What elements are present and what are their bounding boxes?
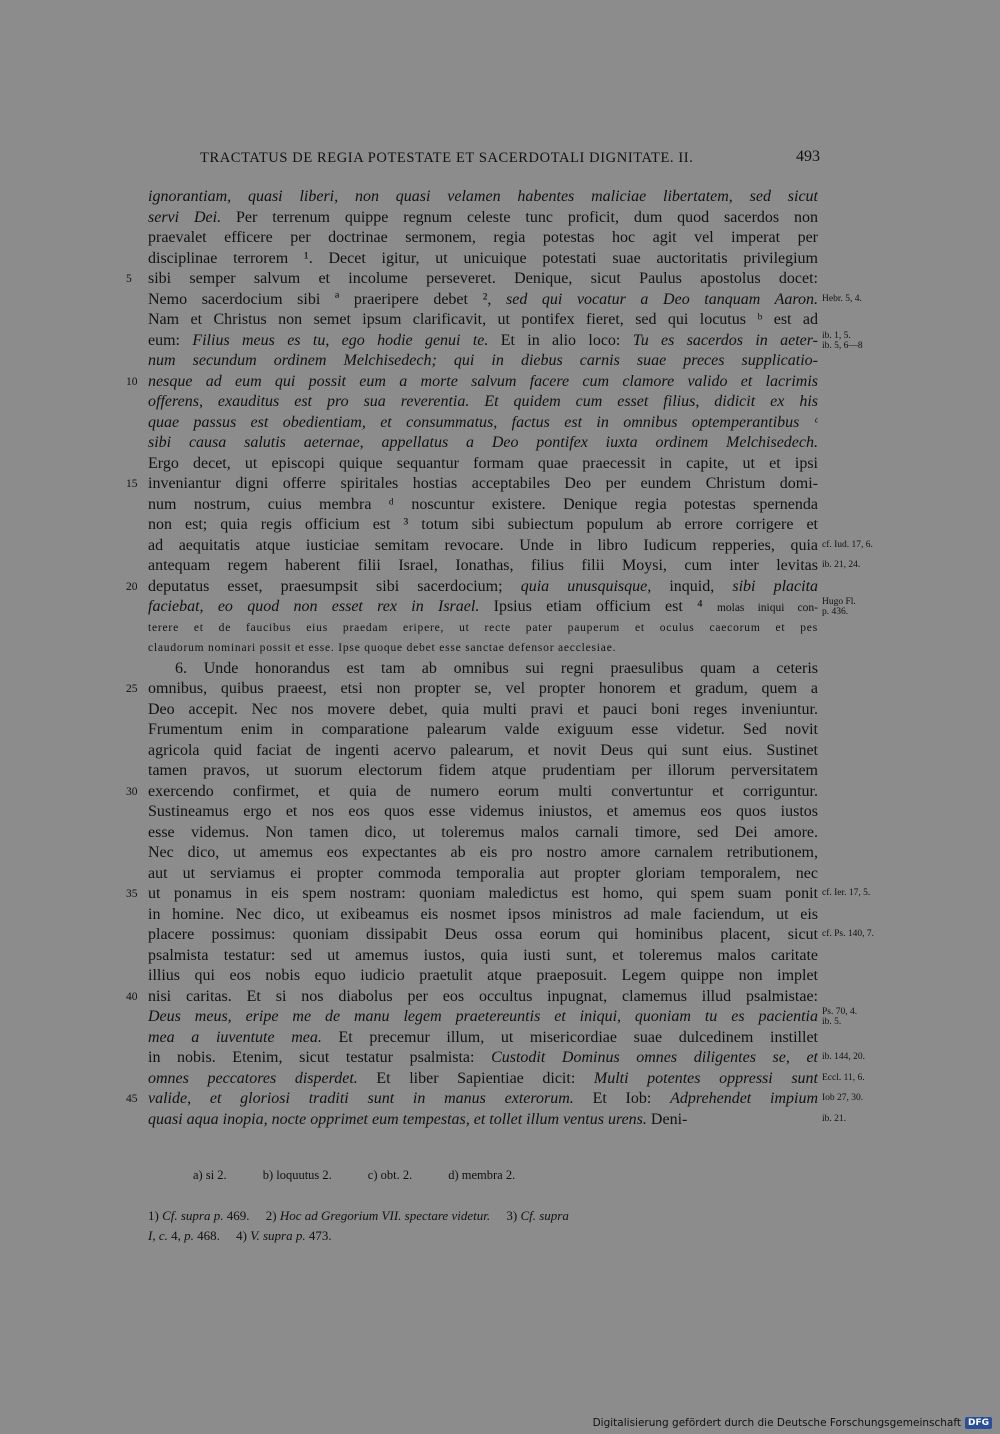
footnote-segment: 473. [305,1228,332,1243]
text-line [0,454,1000,475]
text-segment: Multi potentes oppressi sunt [593,1069,818,1087]
text-segment: Per terrenum quippe regnum celeste tunc proficit, dum quod sacerdos non [221,208,818,226]
line-text [148,474,818,495]
text-segment: in nobis. Etenim, sicut testatur psalmista: [148,1049,492,1066]
line-text [148,1028,818,1049]
text-line [0,1048,1000,1069]
text-segment: non est; quia regis officium est ³ totum sibi subiectum populum ab errore corrigere et [148,516,818,533]
text-line [0,187,1000,208]
line-text [148,310,818,331]
line-text [148,679,818,700]
footnote-segment: Cf. supra [520,1208,569,1223]
text-line [0,474,1000,495]
variant-note: b) loquutus 2. [262,1168,332,1182]
text-segment: eum: [148,331,193,349]
text-segment: aut ut serviamus ei propter commoda temporalia aut propter gloriam temporalem, nec [148,864,818,882]
text-line [0,618,1000,639]
line-text [148,454,818,475]
text-segment: num secundum ordinem Melchisedech; qui in diebus carnis suae preces supplicatio- [148,352,818,369]
text-segment: valide, et gloriosi traditi sunt in manus exterorum. [148,1090,574,1107]
text-line [0,720,1000,741]
line-text [175,659,818,680]
text-line [0,1028,1000,1049]
footnote-segment: 3) [490,1208,521,1223]
text-segment: quia unusquisque, [520,577,652,595]
line-number: 20 [126,580,138,593]
text-line [0,495,1000,516]
text-segment: Nemo sacerdocium sibi ª praeripere debet ², [148,290,506,308]
text-segment: exercendo confirmet, et quia de numero eorum multi convertuntur et corriguntur. [148,782,818,800]
text-line [0,864,1000,885]
text-segment: Deo accepit. Nec nos movere debet, quia multi pravi et pauci boni reges inveniuntur. [148,700,818,718]
footnote-line [148,1228,818,1244]
text-segment: quae passus est obedientiam, et consummatus, factus est in omnibus optemperantibus ᶜ [148,413,818,431]
text-line [0,823,1000,844]
line-text [148,864,818,885]
footnote-segment: 468. 4) [193,1228,251,1243]
running-title: TRACTATUS DE REGIA POTESTATE ET SACERDOTALI DIGNITATE. II. [200,150,694,166]
footnote-line [148,1208,818,1224]
text-segment: molas iniqui con- [716,602,818,614]
line-text [148,720,818,741]
footnote-segment: 1) [148,1208,163,1223]
text-line [0,638,1000,659]
main-text [0,187,1000,1130]
text-segment: Sustineamus ergo et nos eos quos esse videmus iniustos, et amemus eos quos iustos [148,803,818,820]
text-line [0,249,1000,270]
text-segment: Adprehendet impium [670,1090,818,1107]
footnote-segment: V. supra p. [250,1228,306,1243]
margin-reference: Eccl. 11, 6. [822,1072,865,1083]
line-text [148,741,818,762]
text-line [0,536,1000,557]
text-line [0,331,1000,352]
margin-reference: Hebr. 5, 4. [822,293,862,304]
digitization-credit [593,1417,992,1429]
text-segment: offerens, exauditus est pro sua reverentia. Et quidem cum esset filius, didicit ex his [148,393,818,410]
line-text [148,515,818,536]
margin-reference: cf. Ps. 140, 7. [822,929,874,939]
margin-reference: ib. 21, 24. [822,560,861,570]
line-text [148,618,818,639]
line-text [148,925,818,946]
line-text [148,372,818,393]
text-segment: sed qui vocatur a Deo tanquam Aaron. [505,290,818,308]
text-line [0,946,1000,967]
variant-note: a) si 2. [193,1168,227,1182]
text-segment: Deni- [646,1110,688,1128]
text-segment: Et Iob: [573,1090,671,1107]
text-line [0,228,1000,249]
line-text [148,536,818,557]
running-header [200,150,820,167]
line-number: 40 [126,990,138,1003]
critical-apparatus [193,1168,551,1183]
text-line [0,741,1000,762]
margin-reference: ib. 21. [822,1113,847,1124]
line-text [148,433,818,454]
text-line [0,659,1000,680]
variant-note: d) membra 2. [448,1168,516,1182]
text-line [0,413,1000,434]
line-text [148,638,818,659]
text-line [0,782,1000,803]
text-line [0,290,1000,311]
line-text [148,351,818,372]
text-segment: Et liber Sapientiae dicit: [357,1069,594,1087]
line-text [148,700,818,721]
text-segment: Et in alio loco: [488,331,633,349]
line-number: 30 [126,785,138,798]
text-line [0,208,1000,229]
line-text [148,966,818,987]
margin-reference: Ps. 70, 4. ib. 5. [822,1007,858,1027]
line-text [148,577,818,598]
text-line [0,433,1000,454]
text-segment: nesque ad eum qui possit eum a morte salvum facere cum clamore valido et lacrimis [148,372,818,390]
footnote-segment: 469. 2) [223,1208,280,1223]
text-segment: Tu es sacerdos in aeter- [632,331,818,349]
text-line [0,843,1000,864]
text-segment: Ergo decet, ut episcopi quique sequantur formam quae praecessit in capite, ut et ipsi [148,454,818,472]
footnote-segment: I, c. [148,1228,168,1243]
text-segment: Deus meus, eripe me de manu legem praetereuntis et iniqui, quoniam tu es pacientia [148,1008,818,1025]
text-segment: inquid, [651,577,733,595]
text-segment: Nam et Christus non semet ipsum clarificavit, ut pontifex fieret, sed qui locutus ᵇ est ad [148,311,818,328]
line-text [148,782,818,803]
text-segment: sibi placita [732,577,818,595]
line-text [148,1048,818,1069]
line-text [148,946,818,967]
text-line [0,966,1000,987]
text-line [0,700,1000,721]
line-text [148,884,818,905]
text-line [0,1069,1000,1090]
text-line [0,905,1000,926]
line-text [148,392,818,413]
text-segment: Ipsius etiam officium est ⁴ [479,598,717,615]
text-line [0,1089,1000,1110]
text-segment: tamen pravos, ut suorum electorum fidem atque prudentiam per illorum perversitatem [148,762,818,779]
line-text [148,413,818,434]
text-segment: Frumentum enim in comparatione palearum valde exiguum esse videtur. Sed novit [148,721,818,738]
text-line [0,1007,1000,1028]
text-segment: servi Dei. [148,208,222,226]
line-text [148,249,818,270]
text-line [0,392,1000,413]
text-segment: ut ponamus in eis spem nostram: quoniam maledictus est homo, qui spem suam ponit [148,885,818,902]
line-number: 45 [126,1093,138,1105]
text-segment: Et precemur illum, ut misericordiae suae dulcedinem instillet [321,1028,818,1046]
text-line [0,577,1000,598]
text-segment: esse videmus. Non tamen dico, ut toleremus malos carnali timore, sed Dei amore. [148,823,818,841]
text-segment: faciebat, eo quod non esset rex in Israel. [148,598,480,615]
margin-reference: ib. 1, 5. ib. 5, 6—8 [822,330,863,351]
text-segment: 6. Unde honorandus est tam ab omnibus sui regni praesulibus quam a ceteris [175,659,818,677]
line-text [148,290,818,311]
line-text [148,208,818,229]
text-line [0,925,1000,946]
margin-reference: Iob 27, 30. [822,1093,864,1103]
text-segment: claudorum nominari possit et esse. Ipse quoque debet esse sanctae defensor aecclesiae. [148,642,617,654]
text-segment: praevalet efficere per doctrinae sermonem, regia potestas hoc agit vel imperat per [148,229,818,246]
text-line [0,884,1000,905]
line-number: 10 [126,375,138,388]
text-segment: deputatus esset, praesumpsit sibi sacerdocium; [148,577,521,595]
text-segment: agricola quid faciat de ingenti acervo palearum, et novit Deus qui sunt eius. Sustinet [148,741,818,759]
line-text [148,187,818,208]
text-segment: ad aequitatis atque iusticiae semitam revocare. Unde in libro Iudicum repperies, quia [148,536,818,554]
footnote-segment: p. [184,1228,194,1243]
line-text [148,228,818,249]
text-segment: mea a iuventute mea. [148,1028,322,1046]
line-number: 5 [126,273,132,285]
text-segment: illius qui eos nobis equo iudicio praetulit atque praeposuit. Legem quippe non implet [148,967,818,984]
text-line [0,351,1000,372]
footnote-segment: 4, [167,1228,185,1243]
margin-reference: cf. Ier. 17, 5. [822,888,871,898]
text-segment: Nec dico, ut amemus eos expectantes ab eis pro nostro amore carnalem retributionem, [148,844,818,861]
text-segment: quasi aqua inopia, nocte opprimet eum tempestas, et tollet illum ventus urens. [148,1110,647,1128]
footnote-segment: Cf. supra p. [162,1208,224,1223]
line-text [148,269,818,290]
text-segment: psalmista testatur: sed ut amemus iustos, quia iusti sunt, et toleremus malos caritate [148,946,818,964]
text-segment: placere possimus: quoniam dissipabit Deus ossa eorum qui hominibus placent, sicut [148,926,818,943]
text-segment: Custodit Dominus omnes diligentes se, et [491,1049,818,1066]
text-segment: omnes peccatores disperdet. [148,1069,358,1087]
line-text [148,823,818,844]
page-number: 493 [796,148,820,165]
line-number: 15 [126,478,138,490]
text-line [0,679,1000,700]
text-segment: sibi causa salutis aeternae, appellatus a Deo pontifex iuxta ordinem Melchisedech. [148,434,818,451]
footnote-segment: Hoc ad Gregorium VII. spectare videtur. [279,1208,491,1223]
text-segment: disciplinae terrorem ¹. Decet igitur, ut unicuique potestati suae auctoritatis privilegium [148,249,818,267]
line-text [148,987,818,1008]
text-segment: inveniantur digni offerre spiritales hostias acceptabiles Deo per eundem Christum domi- [148,475,818,492]
text-segment: ignorantiam, quasi liberi, non quasi velamen habentes maliciae libertatem, sed sicut [148,188,818,205]
text-line [0,515,1000,536]
credit-text: Digitalisierung gefördert durch die Deutsche Forschungsgemeinschaft [592,1417,961,1429]
text-line [0,310,1000,331]
text-line [0,372,1000,393]
text-line [0,802,1000,823]
text-segment: in homine. Nec dico, ut exibeamus eis nosmet ipsos ministros ad male faciendum, ut eis [148,905,818,923]
line-text [148,843,818,864]
line-number: 25 [126,683,138,695]
variant-note: c) obt. 2. [367,1168,413,1182]
line-text [148,597,818,619]
dfg-logo: DFG [965,1417,992,1429]
text-line [0,597,1000,618]
line-text [148,1110,818,1131]
line-text [148,556,818,577]
margin-reference: cf. Iud. 17, 6. [822,539,873,550]
text-segment: antequam regem haberent filii Israel, Ionathas, filius filii Moysi, cum inter levitas [148,557,818,574]
line-text [148,802,818,823]
text-line [0,269,1000,290]
text-line [0,556,1000,577]
text-segment: Filius meus es tu, ego hodie genui te. [192,331,489,349]
line-text [148,761,818,782]
line-text [148,495,818,516]
text-line [0,987,1000,1008]
line-text [148,1007,818,1028]
text-segment: num nostrum, cuius membra ᵈ noscuntur existere. Denique regia potestas spernenda [148,495,818,513]
text-line [0,1110,1000,1131]
text-segment: omnibus, quibus praeest, etsi non propter se, vel propter honorem et gradum, quem a [148,680,818,697]
text-segment: terere et de faucibus eius praedam eripere, ut recte pater pauperum et oculus caecorum et pes [148,621,818,634]
text-line [0,761,1000,782]
text-segment: sibi semper salvum et incolume perseveret. Denique, sicut Paulus apostolus docet: [148,270,818,287]
line-text [148,1089,818,1110]
line-text [148,1069,818,1090]
line-text [148,905,818,926]
margin-reference: Hugo Fl. p. 436. [822,597,856,617]
text-segment: nisi caritas. Et si nos diabolus per eos occultus inpugnat, clamemus illud psalmistae: [148,987,818,1005]
line-text [148,331,818,352]
line-number: 35 [126,888,138,900]
margin-reference: ib. 144, 20. [822,1052,866,1062]
